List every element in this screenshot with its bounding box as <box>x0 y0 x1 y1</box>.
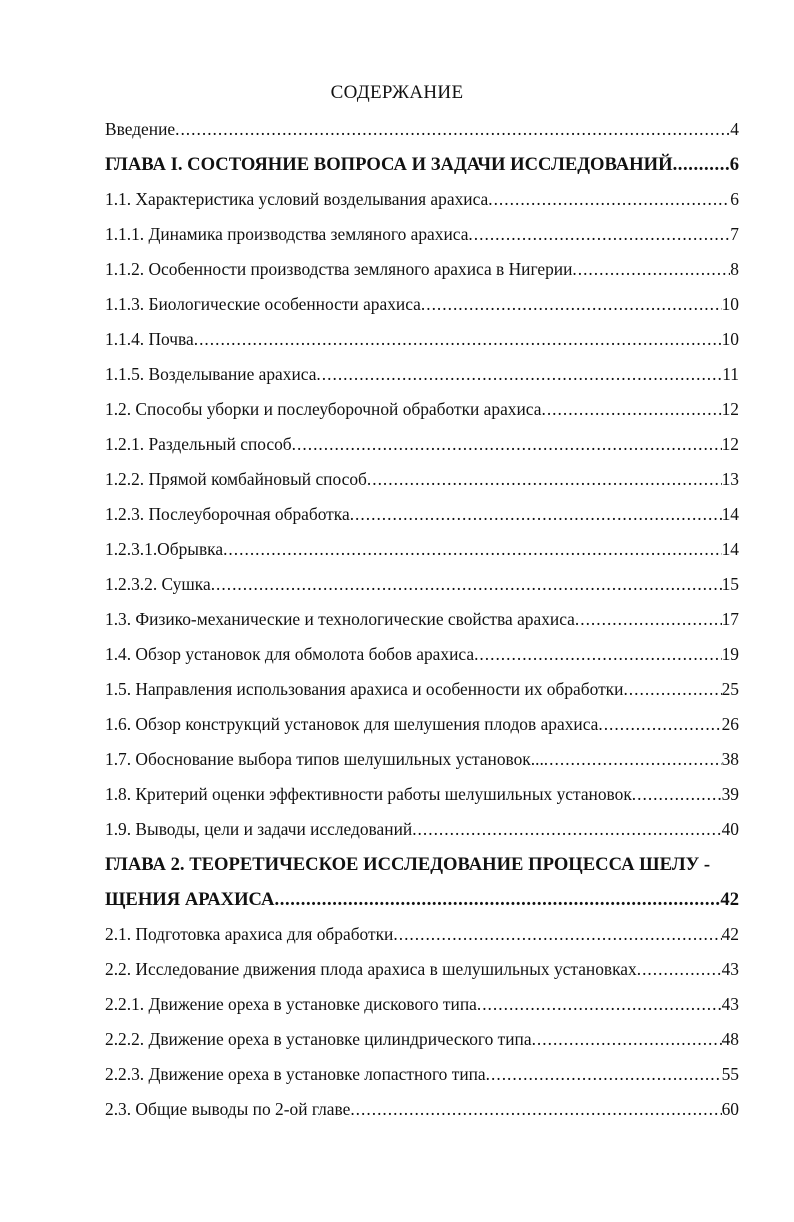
toc-entry <box>105 252 739 287</box>
toc-entry <box>105 1022 739 1057</box>
toc-page-number: 14 <box>721 504 739 524</box>
toc-page-number: 39 <box>721 784 739 804</box>
toc-leader-dots <box>367 462 722 497</box>
toc-page-number: 8 <box>730 259 739 279</box>
toc-entry-label: 1.8. Критерий оценки эффективности работы шелушильных установок <box>105 784 632 804</box>
toc-entry <box>105 392 739 427</box>
toc-page-number: 14 <box>721 539 739 559</box>
toc-leader-dots <box>194 322 722 357</box>
toc-page-number: 15 <box>721 574 739 594</box>
toc-entry <box>105 217 739 252</box>
toc-entry-label: 1.2. Способы уборки и послеуборочной обработки арахиса <box>105 399 542 419</box>
toc-leader-dots <box>544 742 722 777</box>
toc-page-number: 7 <box>730 224 739 244</box>
toc-leader-dots <box>316 357 722 392</box>
toc-page-number: 11 <box>722 364 739 384</box>
toc-entry-label: 1.4. Обзор установок для обмолота бобов арахиса <box>105 644 475 664</box>
toc-entry <box>105 287 739 322</box>
toc-leader-dots <box>575 602 722 637</box>
toc-chapter-entry <box>105 882 739 917</box>
toc-leader-dots <box>598 707 721 742</box>
toc-entry <box>105 1057 739 1092</box>
toc-entry-label: 1.2.3. Послеуборочная обработка <box>105 504 350 524</box>
toc-leader-dots <box>541 392 721 427</box>
toc-entry-label: 2.1. Подготовка арахиса для обработки <box>105 924 394 944</box>
toc-entry <box>105 427 739 462</box>
toc-entry <box>105 112 739 147</box>
toc-page-number: 25 <box>721 679 739 699</box>
toc-leader-dots <box>421 287 722 322</box>
toc-entry-label: 1.7. Обоснование выбора типов шелушильных установок... <box>105 749 544 769</box>
table-of-contents <box>105 112 739 1127</box>
toc-entry <box>105 602 739 637</box>
toc-leader-dots <box>488 182 730 217</box>
toc-entry <box>105 567 739 602</box>
toc-leader-dots <box>175 112 730 147</box>
toc-chapter-entry <box>105 847 739 882</box>
toc-entry <box>105 357 739 392</box>
toc-leader-dots <box>274 882 720 917</box>
toc-entry <box>105 777 739 812</box>
toc-page-number: 48 <box>721 1029 739 1049</box>
toc-entry-label: 1.5. Направления использования арахиса и особенности их обработки <box>105 679 624 699</box>
toc-page-number: 13 <box>721 469 739 489</box>
toc-entry-label: ГЛАВА I. СОСТОЯНИЕ ВОПРОСА И ЗАДАЧИ ИССЛЕДОВАНИЙ <box>105 154 673 175</box>
toc-entry <box>105 917 739 952</box>
toc-entry <box>105 462 739 497</box>
toc-page-number: 55 <box>721 1064 739 1084</box>
toc-page-number: 12 <box>721 434 739 454</box>
toc-entry-label: 2.2.1. Движение ореха в установке дискового типа <box>105 994 477 1014</box>
toc-leader-dots <box>477 987 722 1022</box>
toc-page-number: 26 <box>721 714 739 734</box>
page-title: СОДЕРЖАНИЕ <box>330 82 464 103</box>
toc-entry-label: 1.6. Обзор конструкций установок для шелушения плодов арахиса <box>105 714 599 734</box>
toc-entry <box>105 1092 739 1127</box>
toc-leader-dots <box>632 777 722 812</box>
toc-leader-dots <box>223 532 722 567</box>
toc-leader-dots <box>572 252 730 287</box>
toc-page-number: 19 <box>721 644 739 664</box>
toc-page-number: 10 <box>721 329 739 349</box>
toc-leader-dots <box>350 497 722 532</box>
toc-entry-label: 2.2.3. Движение ореха в установке лопастного типа <box>105 1064 486 1084</box>
toc-leader-dots <box>468 217 730 252</box>
toc-entry <box>105 532 739 567</box>
toc-page-number: 43 <box>721 994 739 1014</box>
toc-entry-label: 1.1.2. Особенности производства земляного арахиса в Нигерии <box>105 259 573 279</box>
toc-page-number: 40 <box>721 819 739 839</box>
toc-entry <box>105 322 739 357</box>
toc-entry-label: 1.1.1. Динамика производства земляного арахиса <box>105 224 469 244</box>
toc-page-number: 12 <box>721 399 739 419</box>
toc-leader-dots <box>637 952 722 987</box>
toc-page-number: 4 <box>730 119 739 139</box>
toc-leader-dots <box>211 567 722 602</box>
toc-entry-label: 1.1.3. Биологические особенности арахиса <box>105 294 421 314</box>
toc-entry-label: ГЛАВА 2. ТЕОРЕТИЧЕСКОЕ ИССЛЕДОВАНИЕ ПРОЦЕССА ШЕЛУ - <box>105 854 711 875</box>
toc-entry-label: 1.1. Характеристика условий возделывания арахиса <box>105 189 489 209</box>
toc-leader-dots <box>350 1092 721 1127</box>
toc-leader-dots <box>623 672 721 707</box>
toc-entry <box>105 707 739 742</box>
toc-entry <box>105 637 739 672</box>
toc-entry <box>105 987 739 1022</box>
toc-entry <box>105 812 739 847</box>
toc-entry <box>105 497 739 532</box>
toc-entry-label: 1.2.3.2. Сушка <box>105 574 211 594</box>
toc-leader-dots <box>673 147 730 182</box>
toc-entry <box>105 742 739 777</box>
toc-entry <box>105 182 739 217</box>
toc-entry-label: ЩЕНИЯ АРАХИСА <box>105 889 275 910</box>
toc-page-number: 42 <box>721 924 739 944</box>
toc-leader-dots <box>486 1057 722 1092</box>
toc-page-number: 6 <box>729 154 739 175</box>
toc-entry-label: 1.2.2. Прямой комбайновый способ <box>105 469 367 489</box>
toc-entry-label: 1.2.1. Раздельный способ <box>105 434 292 454</box>
toc-page-number: 6 <box>730 189 739 209</box>
toc-page-number: 10 <box>721 294 739 314</box>
toc-entry-label: 1.1.5. Возделывание арахиса <box>105 364 317 384</box>
toc-entry-label: 2.3. Общие выводы по 2-ой главе <box>105 1099 351 1119</box>
toc-entry-label: 2.2. Исследование движения плода арахиса в шелушильных установках <box>105 959 637 979</box>
toc-entry <box>105 952 739 987</box>
toc-page-number: 60 <box>721 1099 739 1119</box>
toc-entry-label: 1.2.3.1.Обрывка <box>105 539 224 559</box>
toc-leader-dots <box>474 637 722 672</box>
toc-leader-dots <box>292 427 722 462</box>
toc-page-number: 38 <box>721 749 739 769</box>
toc-leader-dots <box>393 917 721 952</box>
toc-entry-label: 2.2.2. Движение ореха в установке цилиндрического типа <box>105 1029 532 1049</box>
toc-entry-label: 1.9. Выводы, цели и задачи исследований <box>105 819 413 839</box>
toc-leader-dots <box>532 1022 722 1057</box>
toc-chapter-entry <box>105 147 739 182</box>
toc-entry-label: Введение <box>105 119 176 139</box>
toc-entry-label: 1.3. Физико-механические и технологические свойства арахиса <box>105 609 575 629</box>
toc-entry <box>105 672 739 707</box>
toc-leader-dots <box>412 812 721 847</box>
toc-page-number: 42 <box>720 889 739 910</box>
toc-entry-label: 1.1.4. Почва <box>105 329 194 349</box>
toc-page-number: 43 <box>721 959 739 979</box>
toc-page-number: 17 <box>721 609 739 629</box>
